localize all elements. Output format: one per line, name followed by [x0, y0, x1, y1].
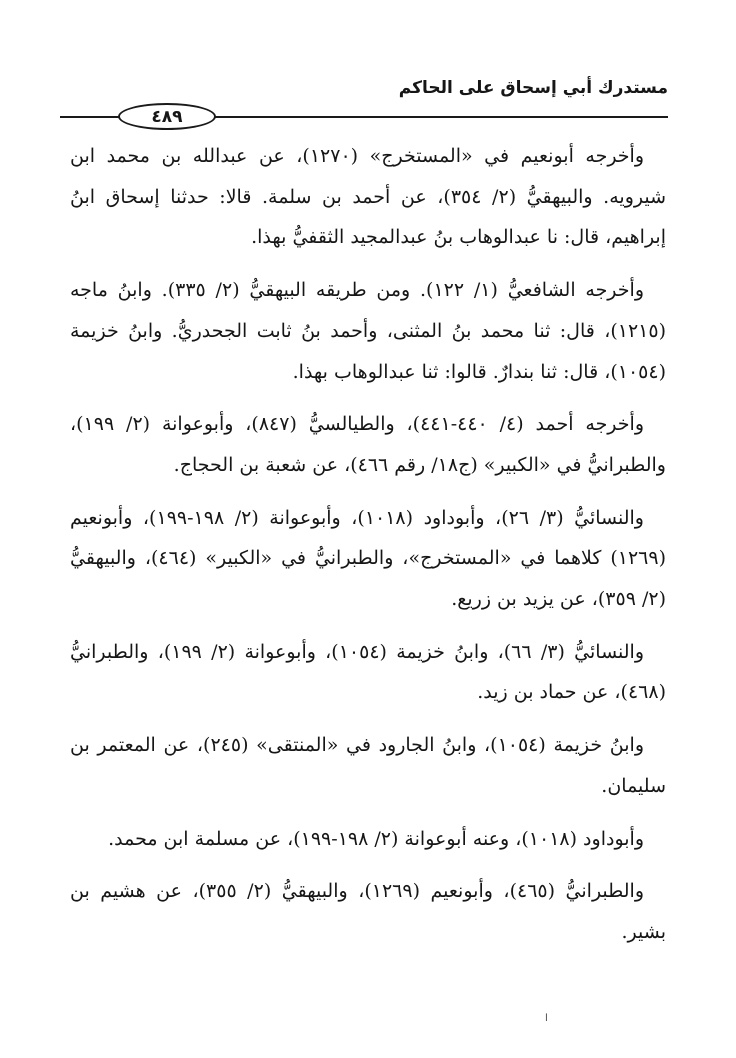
paragraph-7: وأبوداود (١٠١٨)، وعنه أبوعوانة (٢/ ١٩٨-١٩٩)، عن مسلمة ابن محمد.: [108, 827, 644, 850]
paragraph-6: وابنُ خزيمة (١٠٥٤)، وابنُ الجارود في «المنتقى» (٢٤٥)، عن المعتمر بن سليمان.: [70, 734, 666, 797]
paragraph-8: والطبرانيُّ (٤٦٥)، وأبونعيم (١٢٦٩)، والبيهقيُّ (٢/ ٣٥٥)، عن هشيم بن بشير.: [70, 880, 666, 943]
running-title: مستدرك أبي إسحاق على الحاكم: [398, 78, 668, 98]
scan-mark: ا: [545, 1013, 548, 1024]
paragraph-2: وأخرجه الشافعيُّ (١/ ١٢٢). ومن طريقه البيهقيُّ (٢/ ٣٣٥). وابنُ ماجه (١٢١٥)، قال: ثنا محمد بنُ المثنى، وأحمد بنُ ثابت الجحدريُّ. وابنُ خزيمة (١٠٥٤)، قال: ثنا بندارٌ. قالوا: ثنا عبدالوهاب بهذا.: [70, 279, 666, 383]
paragraph-1: وأخرجه أبونعيم في «المستخرج» (١٢٧٠)، عن عبدالله بن محمد ابن شيرويه. والبيهقيُّ (٢/ ٣٥٤)، عن أحمد بن سلمة. قالا: حدثنا إسحاق ابنُ إبراهيم، قال: نا عبدالوهاب بنُ عبدالمجيد الثقفيُّ بهذا.: [70, 145, 667, 249]
body-text: [70, 136, 666, 965]
paragraph-5: والنسائيُّ (٣/ ٦٦)، وابنُ خزيمة (١٠٥٤)، وأبوعوانة (٢/ ١٩٩)، والطبرانيُّ (٤٦٨)، عن حماد بن زيد.: [70, 640, 666, 704]
paragraph-3: وأخرجه أحمد (٤/ ٤٤٠-٤٤١)، والطيالسيُّ (٨٤٧)، وأبوعوانة (٢/ ١٩٩)، والطبرانيُّ في «الكبير» (ج١٨/ رقم ٤٦٦)، عن شعبة بن الحجاج.: [70, 413, 666, 476]
page-number: ٤٨٩: [118, 103, 216, 130]
paragraph-4: والنسائيُّ (٣/ ٢٦)، وأبوداود (١٠١٨)، وأبوعوانة (٢/ ١٩٨-١٩٩)، وأبونعيم (١٢٦٩) كلاهما في «المستخرج»، والطبرانيُّ في «الكبير» (٤٦٤)، والبيهقيُّ (٢/ ٣٥٩)، عن يزيد بن زريع.: [70, 506, 666, 611]
page-header: [60, 78, 668, 127]
